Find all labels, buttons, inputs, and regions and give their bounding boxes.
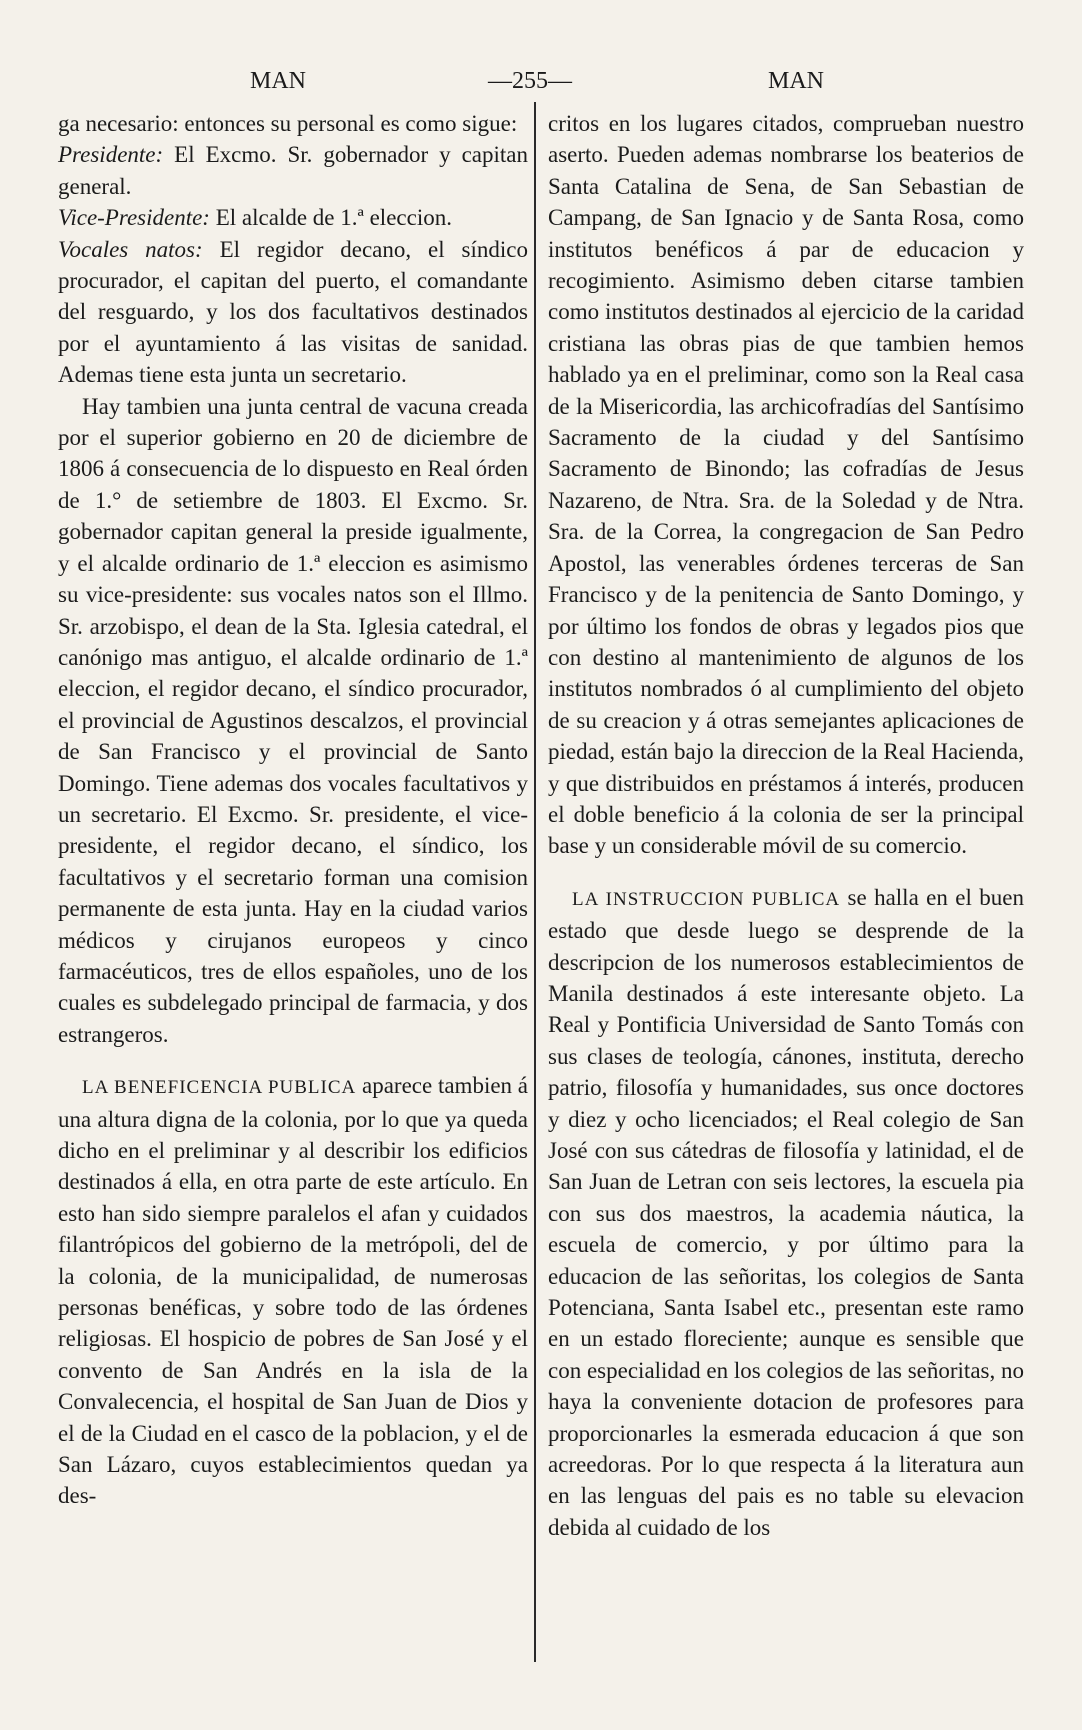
paragraph-institutos: critos en los lugares citados, comprueban nuestro aserto. Pueden ademas nombrarse los beaterios de Santa Catalina de Sena, de San Sebastian de Campang, de San Ignacio y de Santa Rosa, como institutos benéficos á par de educacion y recogimiento. Asimismo deben citarse tambien como institutos destinados al ejercicio de la caridad cristiana las obras pias de que tambien hemos hablado ya en el preliminar, como son la Real casa de la Misericordia, las archicofradías del Santísimo Sacramento de la ciudad y del Santísimo Sacramento de Binondo; las cofradías de Jesus Nazareno, de Ntra. Sra. de la Soledad y de Ntra. Sra. de la Correa, la congregacion de San Pedro Apostol, las venerables órdenes terceras de San Francisco y de la penitencia de Santo Domingo, y por último los fondos de obras y legados pios que con destino al mantenimiento de algunos de los institutos nombrados ó al cumplimiento del objeto de su creacion y á otras semejantes aplicaciones de piedad, están bajo la direccion de la Real Hacienda, y que distribuidos en préstamos á interés, producen el doble beneficio á la colonia de ser la principal base y un considerable móvil de su comercio. xyxy=(548,111,1024,859)
beneficencia-text: aparece tambien á una altura digna de la colonia, por lo que ya queda dicho en el preliminar y al describir los edificios destinados á ella, en otra parte de este artículo. En esto han sido siempre paralelos el afan y cuidados filantrópicos del gobierno de la metrópoli, del de la colonia, de la municipalidad, de numerosas personas benéficas, y sobre todo de las órdenes religiosas. El hospicio de pobres de San José y el convento de San Andrés en la isla de la Convalecencia, el hospital de San Juan de Dios y el de la Ciudad en el casco de la poblacion, y el de San Lázaro, cuyos establecimientos quedan ya des- xyxy=(58,1073,528,1509)
beneficencia-heading: LA BENEFICENCIA PUBLICA xyxy=(82,1077,357,1099)
vice-presidente-text: El alcalde de 1.ª eleccion. xyxy=(215,205,452,231)
paragraph-vice-presidente xyxy=(58,202,528,233)
instruccion-text: se halla en el buen estado que desde luego se desprende de la descripcion de los numerosos establecimientos de Manila destinados á este interesante objeto. La Real y Pontificia Universidad de Santo Tomás con sus clases de teología, cánones, instituta, derecho patrio, filosofía y humanidades, sus once doctores y diez y ocho licenciados; el Real colegio de San José con sus cátedras de filosofía y latinidad, el de San Juan de Letran con seis lectores, la escuela pia con sus dos maestros, la academia náutica, la escuela de comercio, y por último para la educacion de las señoritas, los colegios de Santa Potenciana, Santa Isabel etc., presentan este ramo en un estado floreciente; aunque es sensible que con especialidad en los colegios de las señoritas, no haya la conveniente dotacion de profesores para proporcionarles la esmerada educacion á que son acreedoras. Por lo que respecta á la literatura aun en las lenguas del pais es no table su elevacion debida al cuidado de los xyxy=(548,884,1024,1540)
paragraph-vocales xyxy=(58,234,528,391)
vice-presidente-label: Vice-Presidente: xyxy=(58,205,210,231)
paragraph-intro: ga necesario: entonces su personal es como sigue: xyxy=(58,111,518,136)
paragraph-junta-vacuna: Hay tambien una junta central de vacuna creada por el superior gobierno en 20 de diciembre de 1806 á consecuencia de lo dispuesto en Real órden de 1.° de setiembre de 1803. El Excmo. Sr. gobernador capitan general la preside igualmente, y el alcalde ordinario de 1.ª eleccion es asimismo su vice-presidente: sus vocales natos son el Illmo. Sr. arzobispo, el dean de la Sta. Iglesia catedral, el canónigo mas antiguo, el alcalde ordinario de 1.ª eleccion, el regidor decano, el síndico procurador, el provincial de Agustinos descalzos, el provincial de San Francisco y el provincial de Santo Domingo. Tiene ademas dos vocales facultativos y un secretario. El Excmo. Sr. presidente, el vice-presidente, el regidor decano, el síndico, los facultativos y el secretario forman una comision permanente de esta junta. Hay en la ciudad varios médicos y cirujanos europeos y cinco farmacéuticos, tres de ellos españoles, uno de los cuales es subdelegado principal de farmacia, y dos estrangeros. xyxy=(58,393,528,1047)
column-divider xyxy=(534,102,536,1662)
presidente-label: Presidente: xyxy=(58,142,164,168)
vocales-label: Vocales natos: xyxy=(58,236,203,262)
paragraph-beneficencia xyxy=(58,1070,528,1512)
header-left-keyword: MAN xyxy=(250,68,307,94)
paragraph-instruccion xyxy=(548,882,1024,1544)
instruccion-heading: LA INSTRUCCION PUBLICA xyxy=(572,888,841,910)
presidente-text: El Excmo. Sr. gobernador y capitan general. xyxy=(58,142,528,199)
vocales-text: El regidor decano, el síndico procurador, el capitan del puerto, el comandante del resguardo, y los dos facultativos destinados por el ayuntamiento á las visitas de sanidad. Ademas tiene esta junta un secretario. xyxy=(58,236,528,388)
header-right-keyword: MAN xyxy=(768,68,825,94)
left-column xyxy=(58,108,528,1512)
page-number: —255— xyxy=(488,68,572,94)
running-header xyxy=(0,68,1082,98)
right-column xyxy=(548,108,1024,1543)
paragraph-presidente xyxy=(58,139,528,202)
